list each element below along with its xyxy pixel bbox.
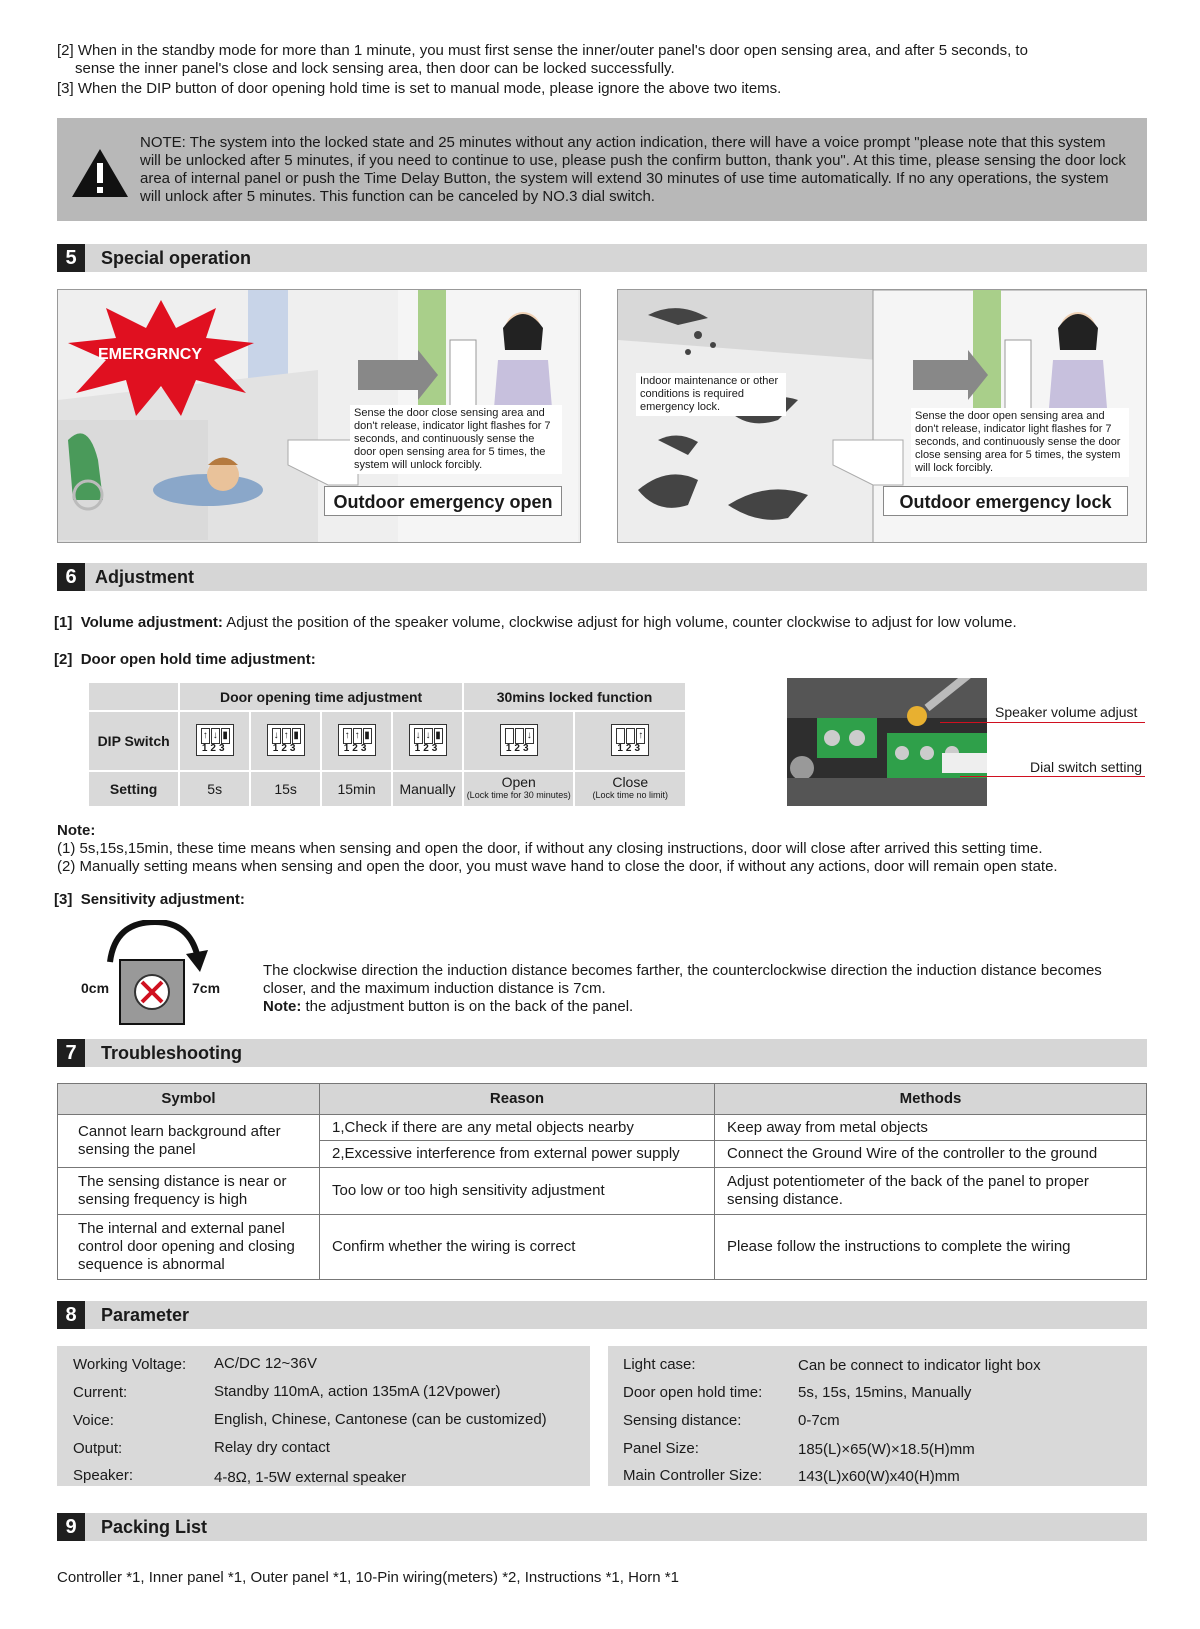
- setting-15s: 15s: [250, 771, 321, 807]
- param-value: Relay dry contact: [214, 1439, 330, 1456]
- sensitivity-note: Note: the adjustment button is on the back of the panel.: [263, 998, 634, 1015]
- section-number: 6: [57, 563, 85, 591]
- table-row: 2,Excessive interference from external power supply Connect the Ground Wire of the controller to the ground: [58, 1141, 1147, 1168]
- param-key: Door open hold time:: [623, 1384, 763, 1401]
- section-title: Troubleshooting: [101, 1043, 242, 1063]
- section-title: Packing List: [101, 1517, 208, 1537]
- dip-row-label: DIP Switch: [88, 711, 179, 771]
- dial-leader-line: [960, 776, 1145, 777]
- param-key: Main Controller Size:: [623, 1467, 763, 1484]
- table-row: The internal and external panel control door opening and closing sequence is abnormal Confirm whether the wiring is correct Please follow the instructions to complete the wiring: [58, 1215, 1147, 1280]
- col-reason: Reason: [320, 1084, 715, 1115]
- section-title: Adjustment: [95, 567, 194, 587]
- param-value: 0-7cm: [798, 1412, 840, 1429]
- dip-switch-icon: ↑ 123: [611, 724, 649, 756]
- setting-manually: Manually: [392, 771, 463, 807]
- item-text: Adjust the position of the speaker volume, clockwise adjust for high volume, counter clockwise to adjust for low volume.: [222, 614, 1017, 631]
- emergency-open-illustration: [57, 289, 581, 543]
- item-number: [1]: [54, 614, 73, 631]
- parameters-left: [57, 1346, 590, 1486]
- caption-outdoor-emergency-lock: Outdoor emergency lock: [883, 486, 1128, 516]
- dip-switch-table: [87, 681, 687, 808]
- speaker-volume-label: Speaker volume adjust: [995, 704, 1138, 720]
- lock-instruction-note: Sense the door open sensing area and don't release, indicator light flashes for 7 seconds, and continuously sense the door close sensing area for 5 times, the system will lock forcibly.: [911, 408, 1129, 477]
- param-value: 143(L)x60(W)x40(H)mm: [798, 1468, 960, 1485]
- dip-header-30mins: 30mins locked function: [463, 682, 686, 711]
- dip-switch-icon: ↓ ↑ ▮ 123: [267, 724, 305, 756]
- sensitivity-text: The clockwise direction the induction distance becomes farther, the counterclockwise direction the induction distance becomes closer, and the maximum induction distance is 7cm.: [263, 962, 1102, 997]
- intro-line-2: [2] When in the standby mode for more than 1 minute, you must first sense the inner/outer panel's door open sensing area, and after 5 seconds, to: [57, 42, 1028, 59]
- table-row: The sensing distance is near or sensing frequency is high Too low or too high sensitivity adjustment Adjust potentiometer of the back of the panel to proper sensing distance.: [58, 1168, 1147, 1215]
- param-key: Sensing distance:: [623, 1412, 742, 1429]
- parameters-right: [608, 1346, 1147, 1486]
- param-key: Speaker:: [73, 1467, 134, 1484]
- param-value: English, Chinese, Cantonese (can be customized): [214, 1411, 547, 1428]
- param-key: Output:: [73, 1440, 123, 1457]
- dip-switch-icon: ↓ 123: [500, 724, 538, 756]
- note-1: (1) 5s,15s,15min, these time means when sensing and open the door, if without any closing instructions, door will close after arrived this setting time.: [57, 840, 1043, 857]
- section-number: 5: [57, 244, 85, 272]
- param-value: 5s, 15s, 15mins, Manually: [798, 1384, 972, 1401]
- dip-switch-icon: ↑ ↓ ▮ 123: [196, 724, 234, 756]
- sensitivity-knob-icon: [100, 920, 210, 1034]
- section-6-header: [57, 563, 1147, 591]
- item-label: Volume adjustment:: [80, 614, 223, 631]
- setting-open: Open (Lock time for 30 minutes): [463, 771, 574, 807]
- adjustment-item-2: [54, 651, 316, 669]
- indoor-maintenance-note: Indoor maintenance or other conditions is required emergency lock.: [636, 373, 786, 416]
- knob-min-label: 0cm: [81, 980, 110, 996]
- section-8-header: [57, 1301, 1147, 1329]
- param-value: 185(L)×65(W)×18.5(H)mm: [798, 1441, 975, 1458]
- section-title: Parameter: [101, 1305, 190, 1325]
- troubleshooting-table: [57, 1083, 1147, 1280]
- item-label: Door open hold time adjustment:: [80, 651, 316, 668]
- section-title: Special operation: [101, 248, 252, 268]
- setting-close: Close (Lock time no limit): [574, 771, 686, 807]
- param-value: Can be connect to indicator light box: [798, 1357, 1041, 1374]
- param-key: Voice:: [73, 1412, 114, 1429]
- warning-icon: [70, 147, 130, 203]
- item-label: Sensitivity adjustment:: [80, 891, 245, 908]
- param-value: Standby 110mA, action 135mA (12Vpower): [214, 1383, 501, 1400]
- open-instruction-note: Sense the door close sensing area and don't release, indicator light flashes for 7 seconds, and continuously sense the door open sensing area for 5 times, the system will unlock forcibly.: [350, 405, 562, 474]
- col-symbol: Symbol: [58, 1084, 320, 1115]
- item-number: [2]: [54, 651, 73, 668]
- param-key: Working Voltage:: [73, 1356, 187, 1373]
- setting-5s: 5s: [179, 771, 250, 807]
- note-2: (2) Manually setting means when sensing and open the door, you must wave hand to close the door, if without any actions, door will remain open state.: [57, 858, 1058, 875]
- knob-max-label: 7cm: [192, 980, 221, 996]
- section-5-header: [57, 244, 1147, 272]
- adjustment-item-3: [54, 891, 245, 909]
- note-title: Note:: [57, 822, 96, 839]
- note-text: NOTE: The system into the locked state and 25 minutes without any action indication, there will have a voice prompt "please note that this system will be unlocked after 5 minutes, if you need to continue to use, please push the confirm button, thank you". At this time, please sensing the door lock area of internal panel or push the Time Delay Button, the system will extend 30 minutes of use time automatically. If no any operations, the system will unlock after 5 minutes. This function can be canceled by NO.3 dial switch.: [140, 134, 1126, 205]
- param-key: Current:: [73, 1384, 128, 1401]
- dial-switch-label: Dial switch setting: [1030, 759, 1143, 775]
- param-value: 4-8Ω, 1-5W external speaker: [214, 1469, 407, 1486]
- setting-row-label: Setting: [88, 771, 179, 807]
- param-key: Light case:: [623, 1356, 696, 1373]
- dip-switch-icon: ↓ ↓ ▮ 123: [409, 724, 447, 756]
- section-number: 7: [57, 1039, 85, 1067]
- adjustment-item-1: [54, 614, 1017, 632]
- dip-header-door-opening: Door opening time adjustment: [179, 682, 463, 711]
- speaker-leader-line: [940, 722, 1145, 723]
- intro-line-3: [3] When the DIP button of door opening hold time is set to manual mode, please ignore the above two items.: [57, 80, 782, 97]
- intro-line-2-cont: sense the inner panel's close and lock sensing area, then door can be locked successfully.: [75, 60, 675, 77]
- param-key: Panel Size:: [623, 1440, 699, 1457]
- section-9-header: [57, 1513, 1147, 1541]
- dip-switch-icon: ↑ ↑ ▮ 123: [338, 724, 376, 756]
- caption-outdoor-emergency-open: Outdoor emergency open: [324, 486, 562, 516]
- item-number: [3]: [54, 891, 73, 908]
- section-number: 8: [57, 1301, 85, 1329]
- controller-photo: [787, 678, 987, 806]
- packing-list-text: Controller *1, Inner panel *1, Outer panel *1, 10-Pin wiring(meters) *2, Instructions *1, Horn *1: [57, 1569, 679, 1586]
- section-number: 9: [57, 1513, 85, 1541]
- col-methods: Methods: [715, 1084, 1147, 1115]
- table-row: Cannot learn background after sensing the panel 1,Check if there are any metal objects nearby Keep away from metal objects: [58, 1115, 1147, 1141]
- section-7-header: [57, 1039, 1147, 1067]
- setting-15min: 15min: [321, 771, 392, 807]
- param-value: AC/DC 12~36V: [214, 1355, 317, 1372]
- emergency-label: EMERGRNCY: [98, 346, 203, 363]
- emergency-lock-illustration: [617, 289, 1147, 543]
